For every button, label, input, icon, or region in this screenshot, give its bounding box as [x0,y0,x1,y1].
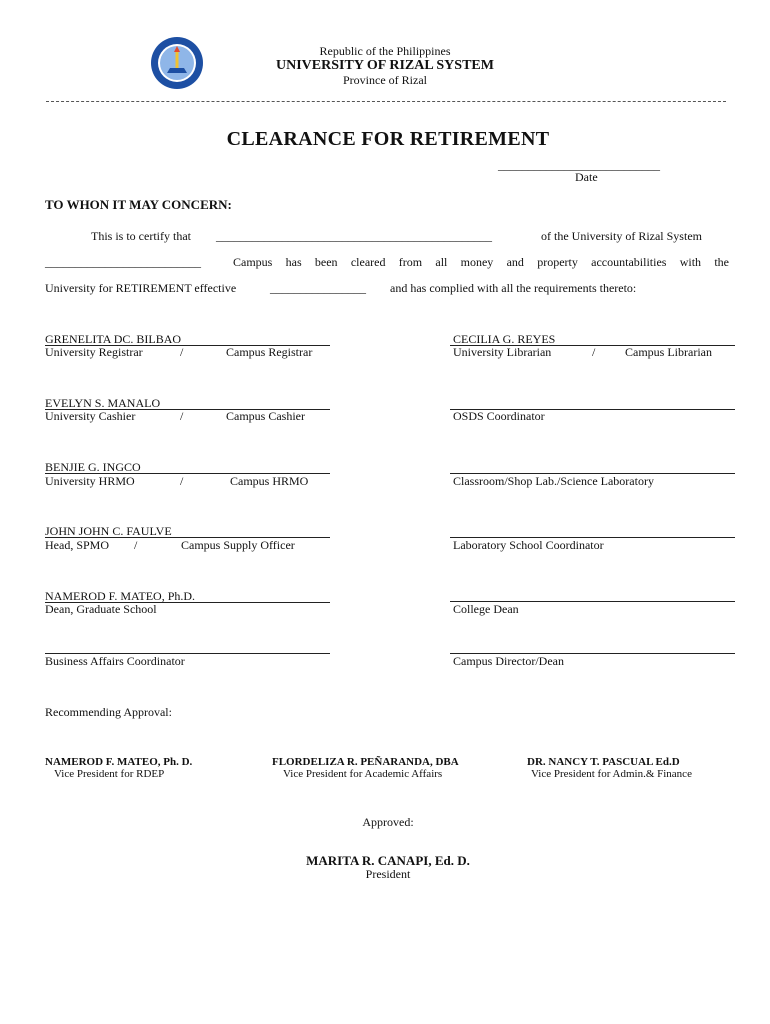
signatory-name: JOHN JOHN C. FAULVE [45,524,172,538]
effective-date-blank: ________________ [270,281,366,295]
recommending-label: Recommending Approval: [45,705,172,719]
document-title: CLEARANCE FOR RETIREMENT [226,128,550,150]
header-province: Province of Rizal [343,73,427,87]
campus-blank: __________________________ [45,255,201,269]
signatory-title: College Dean [453,602,519,616]
approved-label: Approved: [362,815,414,829]
signatory-title: University Registrar [45,345,143,359]
header-institution: UNIVERSITY OF RIZAL SYSTEM [276,58,494,73]
approver-name: MARITA R. CANAPI, Ed. D. [306,853,470,868]
recommender-name: FLORDELIZA R. PEÑARANDA, DBA [272,756,459,768]
certify-text-start: This is to certify that [91,229,191,243]
signatory-title: Dean, Graduate School [45,602,157,616]
effective-text-start: University for RETIREMENT effective [45,281,237,295]
signatory-title: Campus Supply Officer [181,538,295,552]
approver-title: President [365,867,411,881]
certify-text-end: of the University of Rizal System [541,229,702,243]
signatory-title: University Cashier [45,409,136,423]
header-country: Republic of the Philippines [319,44,451,58]
signatory-title: OSDS Coordinator [453,409,545,423]
signatory-title: Campus Cashier [226,409,305,423]
title-separator: / [134,538,138,552]
effective-text-end: and has complied with all the requirements thereto: [390,281,637,295]
recommender-title: Vice President for Admin.& Finance [531,768,692,780]
signatory-title: Business Affairs Coordinator [45,654,185,668]
signatory-title: University Librarian [453,345,552,359]
signatory-title: Campus Registrar [226,345,313,359]
signatory-name: EVELYN S. MANALO [45,396,161,410]
signatory-name: GRENELITA DC. BILBAO [45,332,182,346]
header-divider [46,101,726,102]
signatory-name: CECILIA G. REYES [453,332,556,346]
signatory-title: Campus Librarian [625,345,712,359]
signatory-name: BENJIE G. INGCO [45,460,141,474]
accountability-text: Campus has been cleared from all money and property accountabilities with the [233,255,729,269]
title-separator: / [592,345,596,359]
recommender-title: Vice President for Academic Affairs [283,768,443,780]
title-separator: / [180,474,184,488]
employee-name-blank: ______________________________________________ [216,229,492,243]
recommender-title: Vice President for RDEP [54,768,165,780]
signatory-name: NAMEROD F. MATEO, Ph.D. [45,589,196,603]
date-field: ___________________________ [498,158,660,172]
signatory-title: University HRMO [45,474,135,488]
recommender-name: DR. NANCY T. PASCUAL Ed.D [527,756,680,768]
recommender-name: NAMEROD F. MATEO, Ph. D. [45,756,193,768]
signatory-title: Head, SPMO [45,538,110,552]
signatory-title: Campus HRMO [230,474,309,488]
signatory-title: Classroom/Shop Lab./Science Laboratory [453,474,654,488]
date-label: Date [575,170,598,184]
salutation: TO WHON IT MAY CONCERN: [45,197,232,212]
signatory-title: Campus Director/Dean [453,654,564,668]
title-separator: / [180,345,184,359]
title-separator: / [180,409,184,423]
signatory-title: Laboratory School Coordinator [453,538,604,552]
